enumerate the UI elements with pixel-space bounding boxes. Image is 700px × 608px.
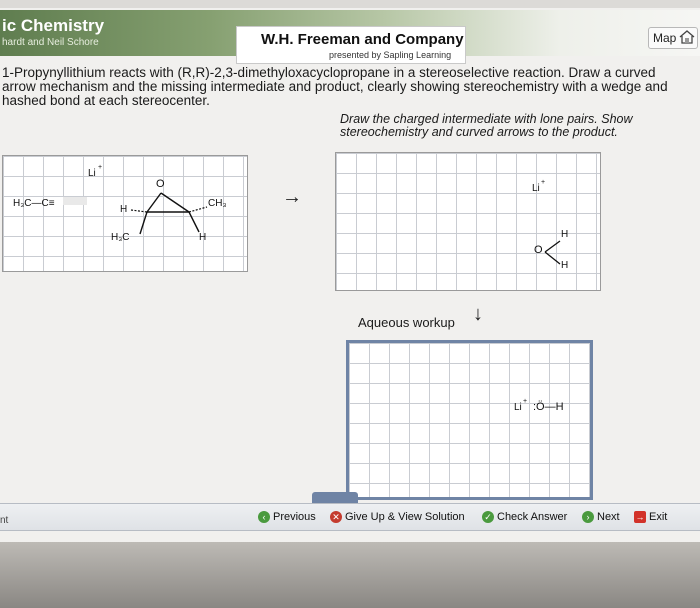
intermediate-h1: H: [561, 229, 569, 240]
map-icon: [679, 30, 695, 47]
presented-by: presented by Sapling Learning: [329, 50, 452, 60]
product-hydroxide: :Ö—H: [533, 401, 564, 413]
reactant-drawing-area[interactable]: [2, 155, 248, 272]
drawing-tab-handle[interactable]: [312, 492, 358, 503]
reactant-li-charge: +: [98, 164, 103, 171]
intermediate-li: Li: [532, 183, 540, 194]
epoxide-h-left: H: [120, 204, 128, 215]
publisher-logo: [236, 26, 466, 64]
product-li-charge: +: [523, 398, 528, 405]
check-answer-label: Check Answer: [497, 510, 568, 523]
instructions-text: Draw the charged intermediate with lone pairs. Show stereochemistry and curved arrows to the product.: [340, 112, 633, 139]
give-up-button[interactable]: [330, 508, 465, 525]
product-li: Li: [514, 402, 522, 413]
next-label: Next: [597, 510, 620, 523]
epoxide-oxygen: O: [156, 178, 165, 190]
exit-button[interactable]: [634, 508, 667, 525]
header-banner: [0, 10, 700, 60]
screen-bezel: [0, 542, 700, 608]
intermediate-oxygen: O: [534, 244, 543, 256]
course-authors: hardt and Neil Schore: [2, 37, 99, 48]
intermediate-li-charge: +: [541, 179, 546, 186]
map-label: Map: [653, 31, 677, 45]
aqueous-workup-label: Aqueous workup: [358, 315, 455, 330]
product-drawing-area[interactable]: [346, 340, 593, 500]
intermediate-h2: H: [561, 260, 569, 271]
check-answer-button[interactable]: [482, 508, 567, 525]
next-button[interactable]: [582, 508, 620, 525]
navigation-bar: [0, 503, 700, 531]
epoxide-h3c: H₃C: [111, 232, 130, 243]
epoxide-ch3: CH₃: [208, 198, 227, 209]
workup-arrow-icon: ↓: [473, 303, 483, 325]
check-icon: ✓: [482, 511, 494, 523]
exit-label: Exit: [649, 510, 668, 523]
course-title: ic Chemistry: [2, 16, 105, 35]
exit-icon: →: [635, 511, 645, 522]
give-up-icon: ✕: [330, 511, 342, 523]
previous-label: Previous: [273, 510, 316, 523]
reaction-arrow-icon: →: [282, 186, 302, 208]
previous-icon: ‹: [258, 511, 270, 523]
left-tab-label: nt: [0, 515, 9, 526]
intermediate-drawing-area[interactable]: [335, 152, 601, 291]
epoxide-h-bottom: H: [199, 232, 207, 243]
previous-button[interactable]: [258, 508, 316, 525]
map-button[interactable]: [648, 27, 698, 49]
question-text: 1-Propynyllithium reacts with (R,R)-2,3-dimethyloxacyclopropane in a stereoselective reaction. Draw a curved arrow mechanism and the missing intermediate and product, clearly showing stereochemistry with a wedge and hashed bond at each stereocenter.: [2, 65, 668, 108]
next-icon: ›: [582, 511, 594, 523]
reactant-li: Li: [88, 168, 96, 179]
give-up-label: Give Up & View Solution: [345, 510, 465, 523]
publisher-name: W.H. Freeman and Company: [261, 31, 464, 48]
propynyl-group: H₃C—C≡: [13, 198, 55, 209]
